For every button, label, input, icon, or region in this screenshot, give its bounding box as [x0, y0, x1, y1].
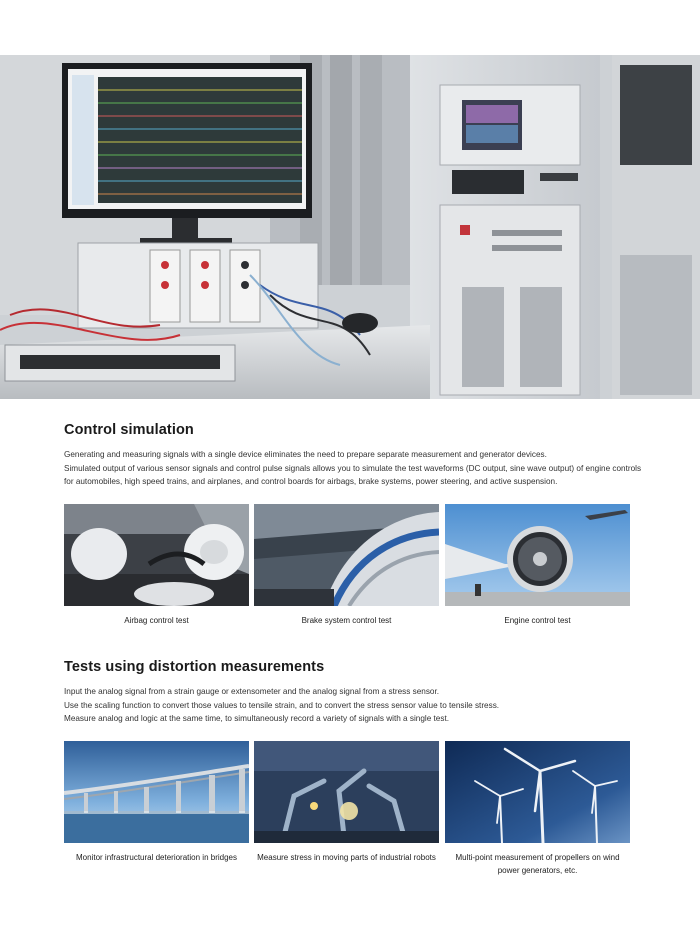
- airbag-photo: [64, 504, 249, 606]
- paragraph: Simulated output of various sensor signals and control pulse signals allows you to simulate the test waveforms (DC output, sine wave output) of engine controls for automobiles, high speed trains, and airplanes, and control boards for airbags, brake systems, power steering, and active suspension.: [64, 463, 642, 487]
- paragraph: Measure analog and logic at the same time, to simultaneously record a variety of signals with a single test.: [64, 714, 450, 724]
- section-title-distortion-measurements: Tests using distortion measurements: [64, 659, 325, 675]
- photo-caption: Brake system control test: [301, 616, 392, 625]
- photo-caption: Multi-point measurement of propellers on wind power generators, etc.: [455, 853, 620, 875]
- paragraph: Use the scaling function to convert those values to tensile strain, and to convert the stress sensor value to tensile stress.: [64, 700, 500, 710]
- robots-photo: [254, 741, 439, 843]
- paragraph: Input the analog signal from a strain gauge or extensometer and the analog signal from a stress sensor.: [64, 687, 440, 696]
- paragraph: Generating and measuring signals with a single device eliminates the need to prepare separate measurement and generator devices.: [64, 450, 547, 459]
- jet-engine-photo: [445, 504, 630, 606]
- photo-caption: Engine control test: [504, 616, 571, 625]
- distortion-measurements-body: [64, 685, 644, 726]
- control-simulation-body: [64, 448, 644, 489]
- photo-caption: Monitor infrastructural deterioration in bridges: [76, 853, 237, 862]
- hero-lab-photo: [0, 55, 700, 399]
- photo-caption: Measure stress in moving parts of industrial robots: [257, 853, 436, 862]
- wind-turbine-photo: [445, 741, 630, 843]
- section-title-control-simulation: Control simulation: [64, 422, 194, 438]
- bridge-photo: [64, 741, 249, 843]
- train-photo: [254, 504, 439, 606]
- photo-caption: Airbag control test: [124, 616, 189, 625]
- lab-equipment-illustration: [0, 55, 700, 399]
